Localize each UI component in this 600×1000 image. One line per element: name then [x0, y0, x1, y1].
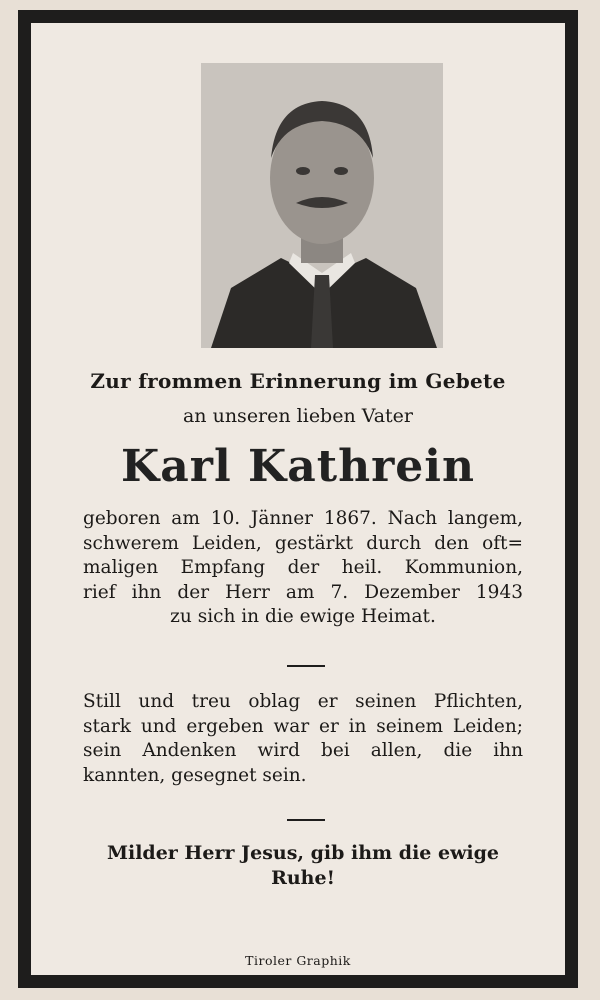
memorial-card: [18, 10, 578, 988]
biography-line: maligen Empfang der heil. Kommunion,: [83, 557, 523, 578]
tribute-line: Still und treu oblag er seinen Pflichten,: [83, 691, 523, 712]
deceased-name: Karl Kathrein: [121, 441, 475, 492]
biography-line: schwerem Leiden, gestärkt durch den oft=: [83, 532, 523, 554]
closing-line: Ruhe!: [271, 867, 335, 889]
tribute-line: kannten, gesegnet sein.: [83, 764, 307, 786]
closing-prayer: [83, 841, 523, 891]
tribute-line: sein Andenken wird bei allen, die ihn: [83, 740, 523, 761]
divider: [287, 819, 325, 821]
tribute-line: stark und ergeben war er in seinem Leiden;: [83, 715, 523, 737]
closing-line: Milder Herr Jesus, gib ihm die ewige: [106, 842, 500, 864]
printer-imprint: Tiroler Graphik: [245, 953, 351, 968]
biography-line: geboren am 10. Jänner 1867. Nach langem,: [83, 508, 523, 529]
tribute-paragraph: [83, 690, 523, 788]
biography-paragraph: [83, 507, 523, 630]
divider: [287, 665, 325, 667]
biography-line: zu sich in die ewige Heimat.: [170, 606, 436, 627]
heading: Zur frommen Erinnerung im Gebete: [90, 369, 506, 393]
biography-line: rief ihn der Herr am 7. Dezember 1943: [83, 581, 523, 603]
subheading: an unseren lieben Vater: [182, 405, 414, 427]
portrait-photo: [201, 63, 443, 348]
